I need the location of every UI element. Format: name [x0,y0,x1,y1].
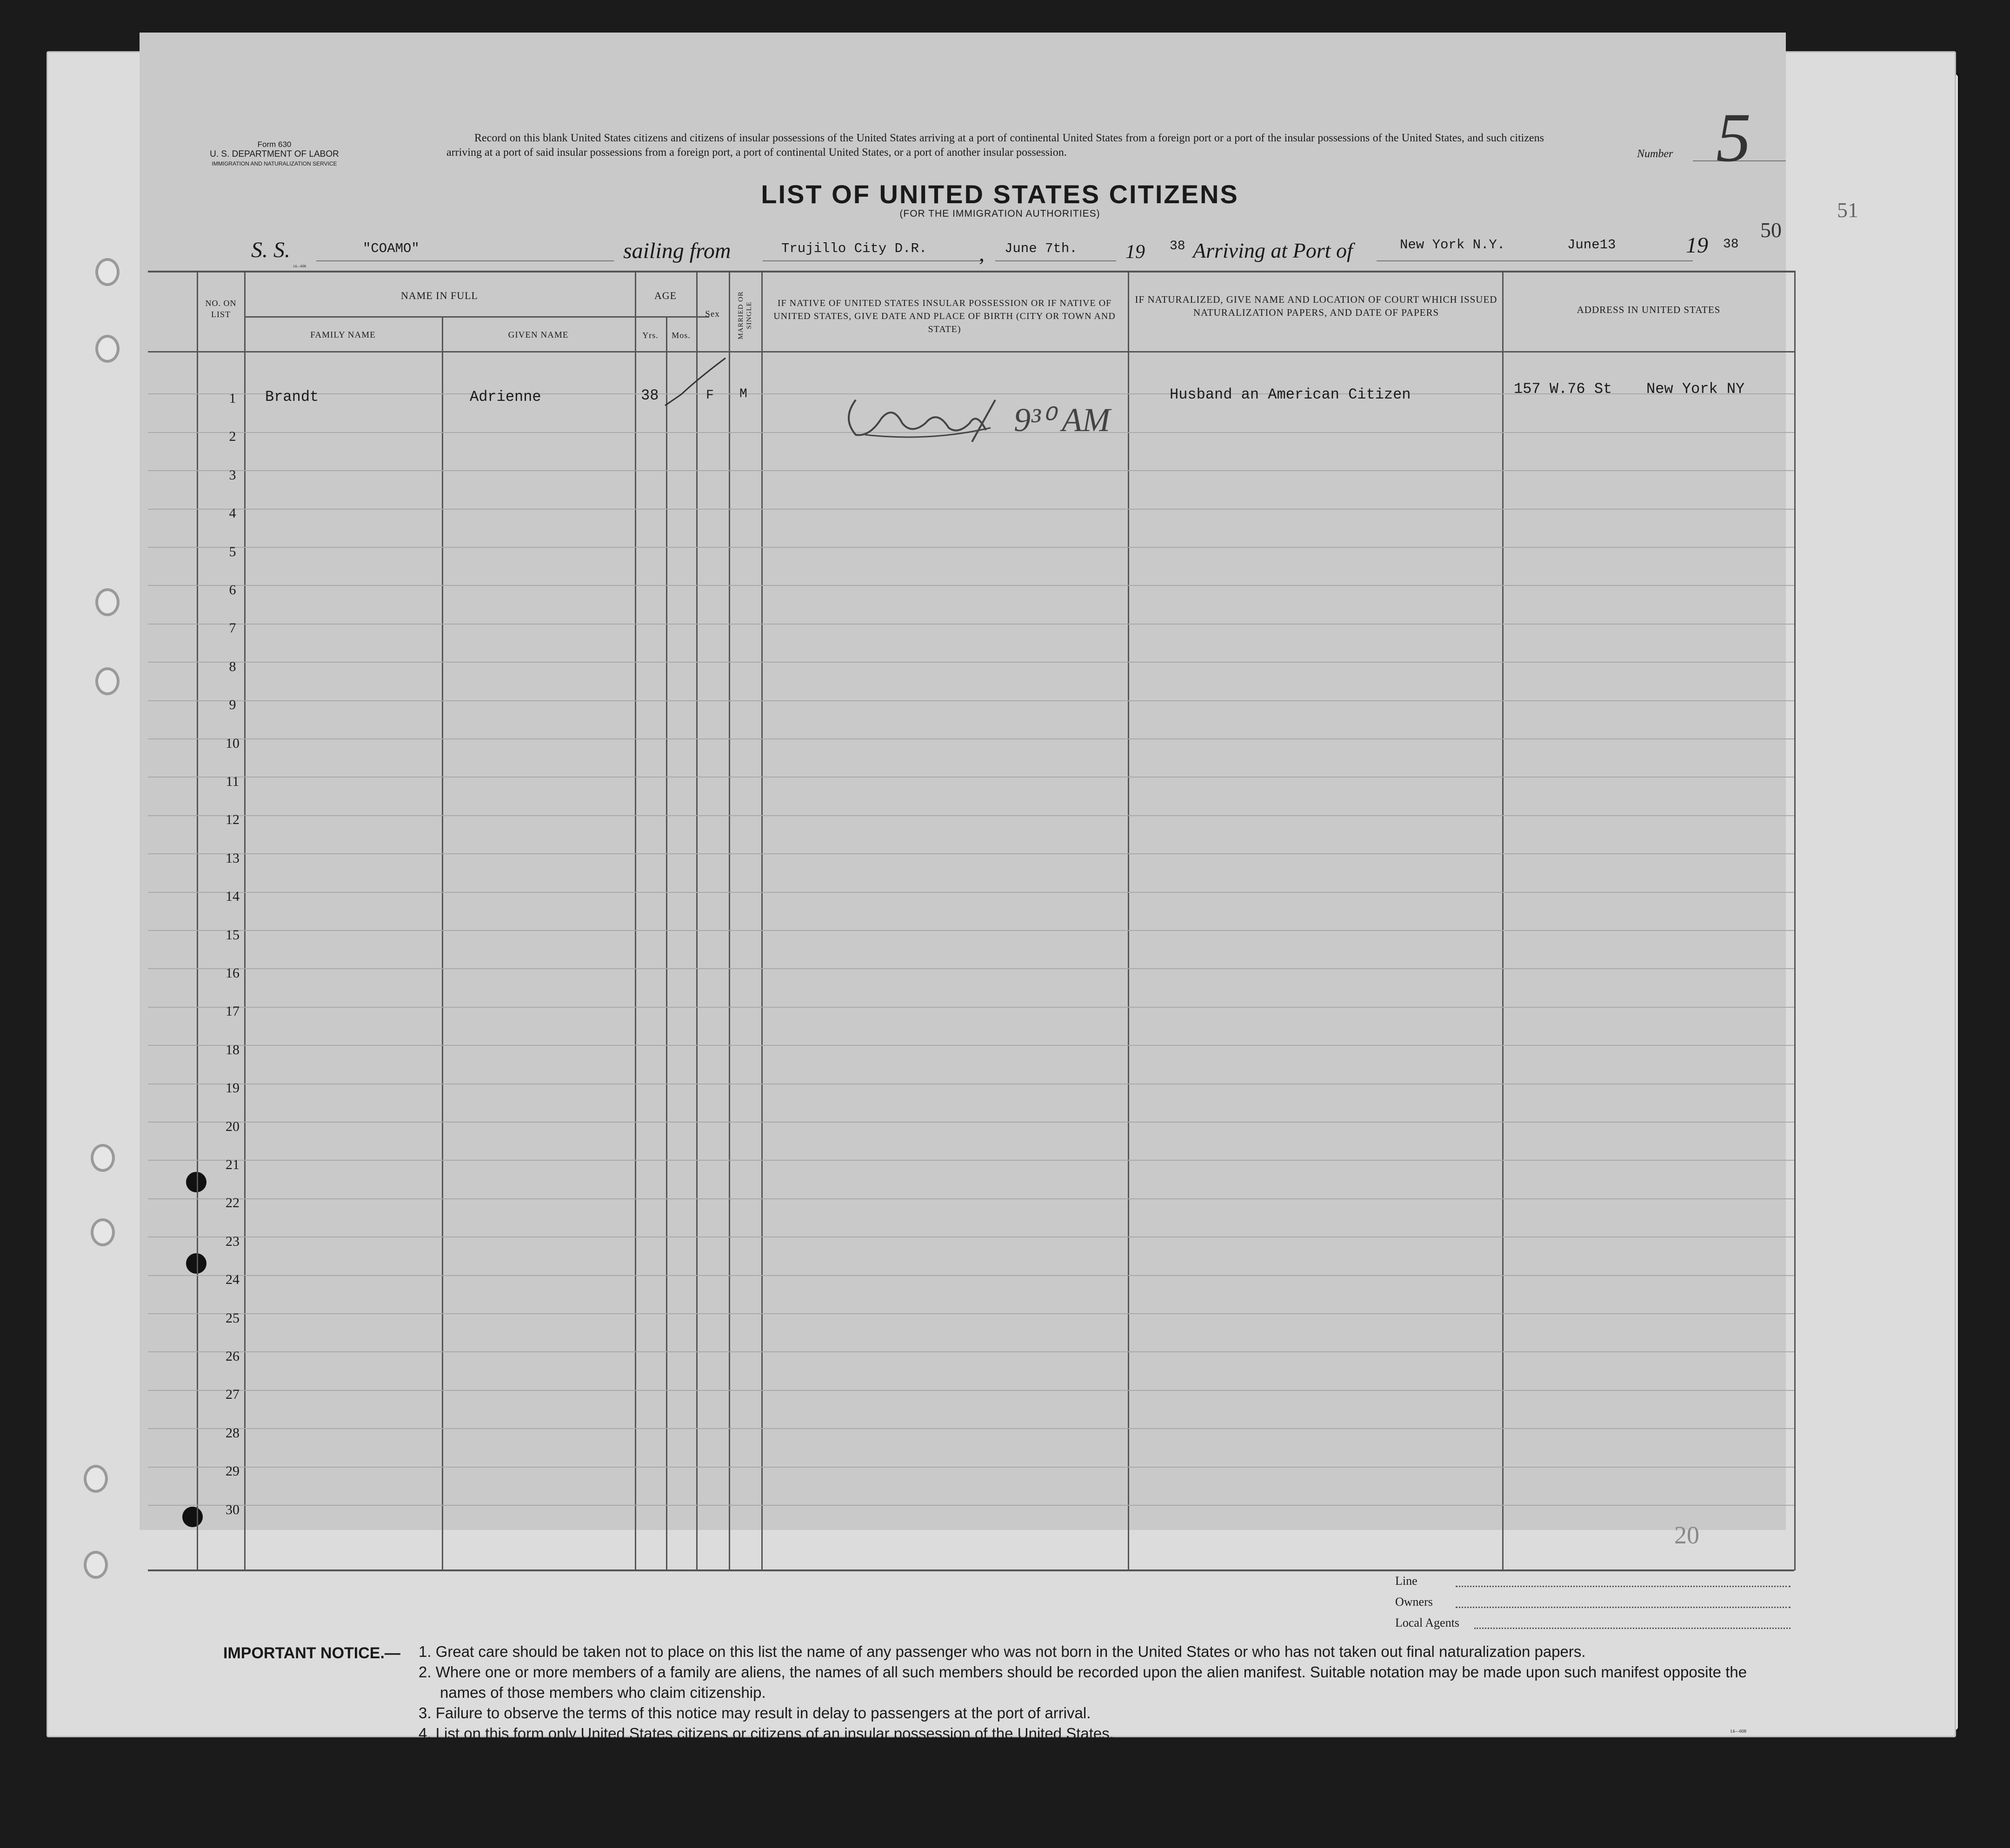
row-number: 19 [226,1080,240,1096]
punch-hole [182,1507,203,1527]
notice-list [419,1642,1790,1744]
row-number: 7 [229,620,236,636]
arrival-date: June13 [1567,237,1616,253]
arrival-year: 38 [1723,237,1739,252]
col-header-given: GIVEN NAME [508,330,569,340]
row-rule [148,1122,1794,1123]
row-rule [148,1275,1794,1276]
sail-date: June 7th. [1005,241,1078,256]
line-rule [1456,1586,1790,1587]
col-header-name: NAME IN FULL [401,290,478,301]
row-number: 10 [226,735,240,751]
row-number: 4 [229,505,236,521]
agents-label: Local Agents [1395,1616,1459,1629]
row-rule [148,1007,1794,1008]
punch-hole [186,1172,206,1192]
row-number: 12 [226,812,240,828]
binder-ring [95,335,120,363]
page-title: LIST OF UNITED STATES CITIZENS [761,179,1239,209]
from-port: Trujillo City D.R. [781,241,927,256]
row-rule [148,853,1794,854]
col-header-family: FAMILY NAME [310,330,376,340]
row-number: 3 [229,467,236,483]
page-mark-51: 51 [1837,198,1858,222]
col-divider [761,271,763,1570]
col-divider [635,271,636,1570]
col-divider [442,316,443,1570]
binder-ring [95,588,120,616]
notice-item-2: 2. Where one or more members of a family are aliens, the names of all such members should be recorded upon the alien manifest. Suitable notation may be made upon such manifest opposite the names of those members who claim citizenship. [419,1663,1747,1701]
row-rule [148,930,1794,931]
row-number: 26 [226,1349,240,1364]
row-number: 5 [229,544,236,559]
year-prefix: 19 [1125,241,1145,263]
row-rule [148,662,1794,663]
row-number: 15 [226,927,240,943]
row1-address-city: New York NY [1646,380,1745,398]
row-number: 30 [226,1502,240,1517]
owners-label: Owners [1395,1595,1433,1609]
col-header-sex: Sex [705,309,720,319]
row-number: 13 [226,850,240,866]
col-divider [1794,271,1796,1570]
row-rule [148,1390,1794,1391]
arriving-label: Arriving at Port of [1193,239,1353,262]
col-divider [729,271,730,1570]
col-header-yrs: Yrs. [642,331,659,340]
notice-item-3: 3. Failure to observe the terms of this notice may result in delay to passengers at the port of arrival. [419,1704,1091,1722]
row-rule [148,892,1794,893]
row-rule [148,624,1794,625]
header-subline [244,316,709,318]
service-name: IMMIGRATION AND NATURALIZATION SERVICE [212,160,337,167]
row-number: 1 [229,391,236,406]
col-divider [696,271,698,1570]
row-rule [148,470,1794,471]
line-label: Line [1395,1574,1418,1588]
row-number: 23 [226,1233,240,1249]
col-divider [1128,271,1129,1570]
row-number: 28 [226,1425,240,1441]
row-number: 2 [229,429,236,445]
handwritten-total: 20 [1674,1521,1699,1549]
row-rule [148,1045,1794,1046]
agents-rule [1474,1628,1790,1629]
owners-rule [1456,1607,1790,1608]
col-header-mos: Mos. [672,331,691,340]
row-rule [148,1505,1794,1506]
row-rule [148,968,1794,969]
row-rule [148,1160,1794,1161]
arrival-line [1377,260,1693,261]
ss-label: S. S. [251,238,290,262]
row-rule [148,777,1794,778]
arrival-year-prefix: 19 [1686,233,1708,258]
row-number: 21 [226,1157,240,1172]
col-header-naturalized: IF NATURALIZED, GIVE NAME AND LOCATION OF COURT WHICH ISSUED NATURALIZATION PAPERS, AND DATE OF PAPERS [1135,294,1498,318]
notice-item-4: 4. List on this form only United States citizens or citizens of an insular possession of the United States. [419,1725,1114,1742]
notice-title: IMPORTANT NOTICE.— [223,1644,400,1662]
row-number: 9 [229,697,236,713]
col-divider [197,271,198,1570]
col-divider [1502,271,1504,1570]
row-number: 17 [226,1004,240,1019]
sail-year: 38 [1170,239,1185,253]
table-top-border [148,271,1794,273]
row-number: 29 [226,1463,240,1479]
from-port-line [763,260,981,261]
binder-ring [95,258,120,286]
age-ditto-stroke [660,353,735,409]
row1-sex: F [706,388,714,403]
arrival-port: New York N.Y. [1400,237,1505,253]
footer-code: 14—608 [1730,1729,1746,1734]
page-subtitle: (FOR THE IMMIGRATION AUTHORITIES) [899,208,1100,219]
row-rule [148,1351,1794,1352]
col-divider [244,271,246,1570]
form-instructions: Record on this blank United States citizens and citizens of insular possessions of the United States arriving at a port of continental United States from a foreign port or a port of the insular possessions of the United States, and such citizens arriving at a port of said insular possessions from a foreign port, a port of continental United States, or a port of another insular possession. [446,132,1544,159]
binder-ring [91,1144,115,1172]
row1-given-name: Adrienne [470,388,541,405]
row-number: 11 [226,774,240,789]
sail-date-line [995,260,1116,261]
row1-marital-status: M [739,387,747,401]
col-header-native: IF NATIVE OF UNITED STATES INSULAR POSSESSION OR IF NATIVE OF UNITED STATES, GIVE DATE AND PLACE OF BIRTH (CITY OR TOWN AND STATE) [773,298,1116,334]
ship-line [316,260,614,261]
number-value: 5 [1716,99,1751,176]
row-rule [148,1198,1794,1199]
binder-ring [84,1465,108,1493]
header-bottom-border [148,351,1794,352]
form-number: Form 630 [257,140,292,149]
table-bottom-border [148,1569,1794,1571]
row-number: 16 [226,965,240,981]
print-code: 14—608 [293,264,306,268]
row-rule [148,1428,1794,1429]
col-header-married: MARRIED OR SINGLE [737,291,753,339]
row-number: 14 [226,889,240,904]
row-number: 25 [226,1310,240,1326]
binder-ring [95,667,120,695]
row1-address-street: 157 W.76 St [1514,380,1612,398]
col-header-age: AGE [654,290,677,301]
row-rule [148,815,1794,816]
row-rule [148,509,1794,510]
row-number: 20 [226,1118,240,1134]
form-area [140,33,1786,1530]
row-number: 18 [226,1042,240,1057]
binder-ring [91,1218,115,1246]
page-mark-50: 50 [1760,218,1782,242]
sailing-label: sailing from [623,239,731,263]
col-header-address: ADDRESS IN UNITED STATES [1577,304,1721,315]
col-divider [666,316,667,1570]
row-rule [148,547,1794,548]
notice-item-1: 1. Great care should be taken not to place on this list the name of any passenger who was not born in the United States or who has not taken out final naturalization papers. [419,1643,1586,1660]
row-number: 6 [229,582,236,598]
handwritten-time-stamp: 9³⁰ AM [1014,401,1111,439]
row1-naturalization: Husband an American Citizen [1170,386,1411,403]
row-rule [148,1313,1794,1314]
binder-ring [84,1551,108,1579]
row-rule [148,700,1794,701]
row-number: 8 [229,658,236,674]
col-header-no: NO. ON LIST [205,299,237,319]
comma: , [979,241,985,266]
row-rule [148,738,1794,739]
row-number: 27 [226,1387,240,1403]
department-name: U. S. DEPARTMENT OF LABOR [210,149,339,159]
ship-name: "COAMO" [363,241,419,256]
punch-hole [186,1253,206,1274]
row-number: 24 [226,1272,240,1288]
row1-family-name: Brandt [265,388,319,405]
form-id-block [186,140,363,169]
row1-age-years: 38 [641,387,659,404]
row-rule [148,1236,1794,1237]
number-label: Number [1637,148,1673,160]
row-rule [148,585,1794,586]
row-rule [148,1467,1794,1468]
row-number: 22 [226,1195,240,1211]
